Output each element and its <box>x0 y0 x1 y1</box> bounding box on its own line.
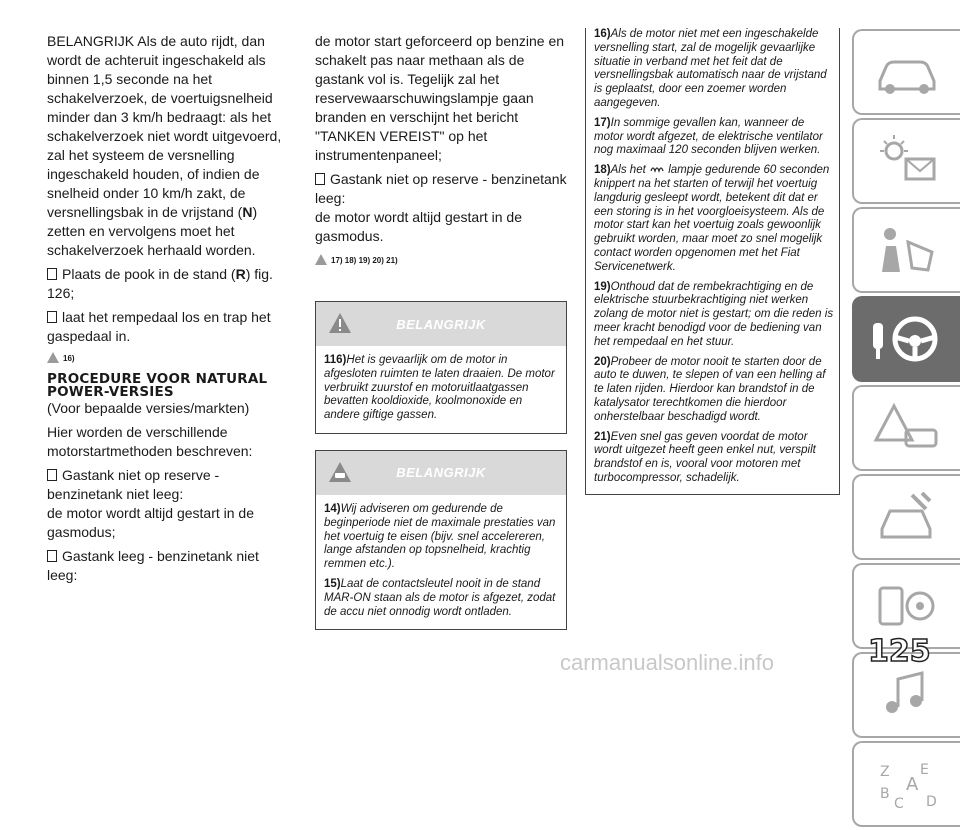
safety-icon <box>872 222 942 278</box>
bullet-item: Gastank niet op reserve - benzinetank niet leeg: <box>47 467 220 502</box>
bullet-item: laat het rempedaal los en trap het gaspedaal in. <box>47 309 271 344</box>
reference-note: 17) 18) 19) 20) 21) <box>315 254 567 265</box>
svg-text:Z: Z <box>880 764 890 780</box>
svg-text:B: B <box>880 786 890 802</box>
warning-box-danger <box>315 301 567 434</box>
car-icon <box>872 47 942 97</box>
section-subtitle: (Voor bepaalde versies/markten) <box>47 400 250 416</box>
bullet-icon <box>315 173 325 185</box>
warning-triangle-icon <box>328 312 352 334</box>
column-3 <box>585 28 840 495</box>
chapter-tabs <box>852 29 960 830</box>
glow-plug-icon <box>649 164 665 173</box>
tab-index[interactable] <box>852 741 960 827</box>
multimedia-icon <box>872 667 942 723</box>
column-1 <box>47 32 285 585</box>
bullet-icon <box>47 268 57 280</box>
svg-text:C: C <box>894 796 904 812</box>
warning-body: 14)Wij adviseren om gedurende de beginperiode niet de maximale prestaties van het voertuig te eisen (bijv. snel accelereren, lange afstanden op topsnelheid, krachtig remmen etc.). 15)Laat de contactsleutel nooit in de stand MAR-ON staan als de motor is afgezet, zodat de accu niet onnodig wordt ontladen. <box>324 502 556 618</box>
warning-lights-icon <box>872 133 942 189</box>
warning-triangle-icon <box>47 352 59 363</box>
reference-note: 16) <box>47 352 285 363</box>
svg-text:A: A <box>906 774 919 795</box>
bullet-item: Plaats de pook in de stand (R) fig. 126; <box>47 266 273 301</box>
notes-box: 16)Als de motor niet met een ingeschakelde versnelling start, zal de mogelijk gevaarlijke situatie in verband met het feit dat de versnellingsbak automatisch naar de vrijstand is geplaatst, door een zoemer worden aangegeven. 17)In sommige gevallen kan, wanneer de motor wordt afgezet, de elektrische ventilator nog maximaal 120 seconden blijven werken. 18)Als het lampje gedurende 60 seconden knippert na het starten of terwijl het voertuig langdurig gesleept wordt, betekent dit dat er een storing is in het voorgloeisysteem. Als de motor start kan het voertuig zoals gewoonlijk gebruikt worden, maar moet zo snel mogelijk contact worden opgenomen met het Fiat Servicenetwerk. 19)Onthoud dat de rembekrachtiging en de elektrische stuurbekrachtiging niet werken zolang de motor niet is gestart; om die reden is meer kracht benodigd voor de bediening van het rempedaal en het stuur. 20)Probeer de motor nooit te starten door de auto te duwen, te slepen of van een helling af te laten rijden. Hierdoor kan brandstof in de katalysator terechtkomen die hierdoor onherstelbaar beschadigd wordt. 21)Even snel gas geven voordat de motor wordt uitgezet heeft geen enkel nut, verspilt brandstof en is, vooral voor motoren met turbocompressor, schadelijk. <box>585 28 840 495</box>
column-2 <box>315 32 567 630</box>
tab-maintenance[interactable] <box>852 474 960 560</box>
tab-safety[interactable] <box>852 207 960 293</box>
watermark: carmanualsonline.info <box>560 650 775 675</box>
svg-text:E: E <box>920 762 929 778</box>
bullet-icon <box>47 311 57 323</box>
warning-header: BELANGRIJK <box>316 302 566 346</box>
bullet-icon <box>47 469 57 481</box>
bullet-icon <box>47 550 57 562</box>
bullet-item: Gastank leeg - benzinetank niet leeg: <box>47 548 259 583</box>
paragraph-reverse-warning: BELANGRIJK Als de auto rijdt, dan wordt de achteruit ingeschakeld als binnen 1,5 seconde na het schakelverzoek, de voertuigsnelheid minder dan 3 km/h bedraagt: als het schakelverzoek niet wordt uitgevoerd, zal het systeem de versnelling ingeschakeld houden, of indien de snelheid onder 10 km/h zakt, de versnellingsbak in de vrijstand (N) zetten en vervolgens moet het schakelverzoek herhaald worden. <box>47 33 282 258</box>
warning-body: 116)Het is gevaarlijk om de motor in afgesloten ruimten te laten draaien. De motor verbruikt zuurstof en motoruitlaatgassen bevatten kooldioxide, koolmonoxide en andere giftige gassen. <box>324 354 555 422</box>
paragraph: de motor wordt altijd gestart in de gasmodus. <box>315 209 522 244</box>
alphabetical-index-icon <box>872 756 942 812</box>
tab-emergency[interactable] <box>852 385 960 471</box>
warning-header: BELANGRIJK <box>316 451 566 495</box>
maintenance-icon <box>872 489 942 545</box>
tab-dashboard[interactable] <box>852 118 960 204</box>
bullet-item: Gastank niet op reserve - benzinetank leeg: <box>315 171 567 206</box>
emergency-icon <box>872 400 942 456</box>
svg-text:D: D <box>926 794 937 810</box>
tab-vehicle[interactable] <box>852 29 960 115</box>
tab-starting-driving[interactable] <box>852 296 960 382</box>
page-number: 125 <box>868 634 931 669</box>
warning-box-caution <box>315 450 567 630</box>
paragraph: de motor start geforceerd op benzine en schakelt pas naar methaan als de gastank vol is. Tegelijk zal het reservewaarschuwingslampje gaan branden en verschijnt het bericht "TANKEN VEREIST" op het instrumentenpaneel; <box>315 33 565 163</box>
technical-data-icon <box>872 578 942 634</box>
warning-triangle-icon <box>315 254 327 265</box>
section-heading: PROCEDURE VOOR NATURAL POWER-VERSIES <box>47 371 268 400</box>
paragraph: Hier worden de verschillende motorstartmethoden beschreven: <box>47 424 253 459</box>
steering-wheel-icon <box>867 309 947 369</box>
car-caution-icon <box>328 461 352 483</box>
paragraph: de motor wordt altijd gestart in de gasmodus; <box>47 505 254 540</box>
